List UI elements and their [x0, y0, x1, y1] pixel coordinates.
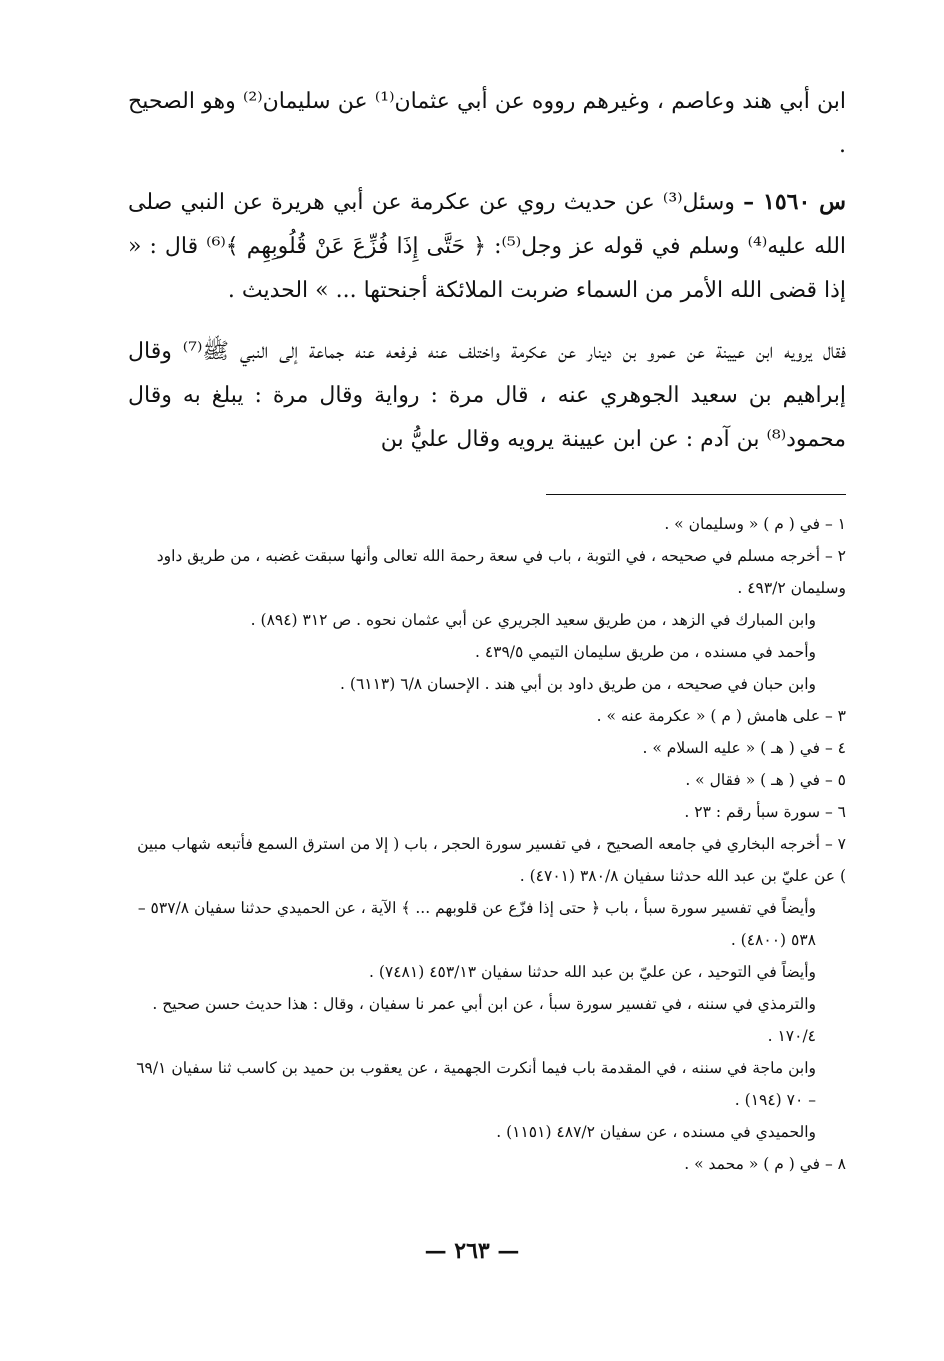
footnote-item: ١ – في ( م ) « وسليمان » . [664, 515, 846, 533]
footnote-continuation: وابن المبارك في الزهد ، من طريق سعيد الجريري عن أبي عثمان نحوه . ص ٣١٢ (٨٩٤) . [250, 611, 816, 629]
footnote-item: ٥ – في ( هـ ) « فقال » . [685, 771, 846, 789]
footnote-continuation: وأيضاً في تفسير سورة سبأ ، باب ﴿ حتى إذا فزّع عن قلوبهم ... ﴾ الآية ، عن الحميدي حدثنا سفيان ٥٣٧/٨ – ٥٣٨ (٤٨٠٠) . [137, 899, 816, 949]
footnotes-section [128, 508, 846, 1180]
paragraph-text: ابن أبي هند وعاصم ، وغيرهم رووه عن أبي عثمان⁽¹⁾ عن سليمان⁽²⁾ وهو الصحيح . [128, 89, 847, 158]
footnote-continuation: والحميدي في مسنده ، عن سفيان ٤٨٧/٢ (١١٥١) . [496, 1123, 816, 1141]
question-text: وسئل⁽³⁾ عن حديث روي عن عكرمة عن أبي هريرة عن النبي صلى الله عليه⁽⁴⁾ وسلم في قوله عز وجل⁽⁵⁾: ﴿ حَتَّى إِذَا فُزِّعَ عَنْ قُلُوبِهِم ﴾⁽⁶⁾ قال : « إذا قضى الله الأمر من السماء ضربت الملائكة أجنحتها ... » الحديث . [128, 190, 847, 303]
question-paragraph [128, 180, 846, 313]
paragraph-continuation [128, 80, 846, 168]
footnote-item: ٤ – في ( هـ ) « عليه السلام » . [642, 739, 846, 757]
page-number: — ٢٦٣ — [424, 1238, 520, 1264]
footnote-continuation: وابن حبان في صحيحه ، من طريق داود بن أبي هند . الإحسان ٦/٨ (٦١١٣) . [340, 675, 816, 693]
footnote-continuation: وأيضاً في التوحيد ، عن عليّ بن عبد الله حدثنا سفيان ٤٥٣/١٣ (٧٤٨١) . [368, 963, 816, 981]
footnote-divider [546, 494, 846, 495]
question-number: س ١٥٦٠ – [743, 189, 846, 215]
footnote-item: ٧ – أخرجه البخاري في جامعه الصحيح ، في تفسير سورة الحجر ، باب ( إلا من استرق السمع فأتبعه شهاب مبين ) عن عليّ بن عبد الله حدثنا سفيان ٣٨٠/٨ (٤٧٠١) . [137, 835, 846, 885]
paragraph-question [128, 180, 846, 313]
footnote-continuation: وابن ماجة في سننه ، في المقدمة باب فيما أنكرت الجهمية ، عن يعقوب بن حميد بن كاسب ثنا سفيان ٦٩/١ – ٧٠ (١٩٤) . [136, 1059, 816, 1109]
footnote-item: ٢ – أخرجه مسلم في صحيحه ، في التوبة ، باب في سعة رحمة الله تعالى وأنها سبقت غضبه ، من طريق داود وسليمان ٤٩٣/٢ . [156, 547, 846, 597]
footnote-item: ٣ – على هامش ( م ) « عكرمة عنه » . [596, 707, 846, 725]
footnote-item: ٨ – في ( م ) « محمد » . [684, 1155, 846, 1173]
answer-text: فقال يرويه ابن عيينة عن عمرو بن دينار عن عكرمة واختلف عنه فرفعه عنه جماعة إلى النبي ﷺ⁽⁷⁾ وقال إبراهيم بن سعيد الجوهري عنه ، قال مرة : رواية وقال مرة : يبلغ به وقال محمود⁽⁸⁾ بن آدم : عن ابن عيينة يرويه وقال عليُّ بن [128, 339, 847, 452]
paragraph-answer [128, 330, 846, 462]
footnote-continuation: والترمذي في سننه ، في تفسير سورة سبأ ، عن ابن أبي عمر نا سفيان ، وقال : هذا حديث حسن صحيح . ١٧٠/٤ . [152, 995, 816, 1045]
footnote-continuation: وأحمد في مسنده ، من طريق سليمان التيمي ٤٣٩/٥ . [474, 643, 816, 661]
footnote-item: ٦ – سورة سبأ رقم : ٢٣ . [684, 803, 846, 821]
